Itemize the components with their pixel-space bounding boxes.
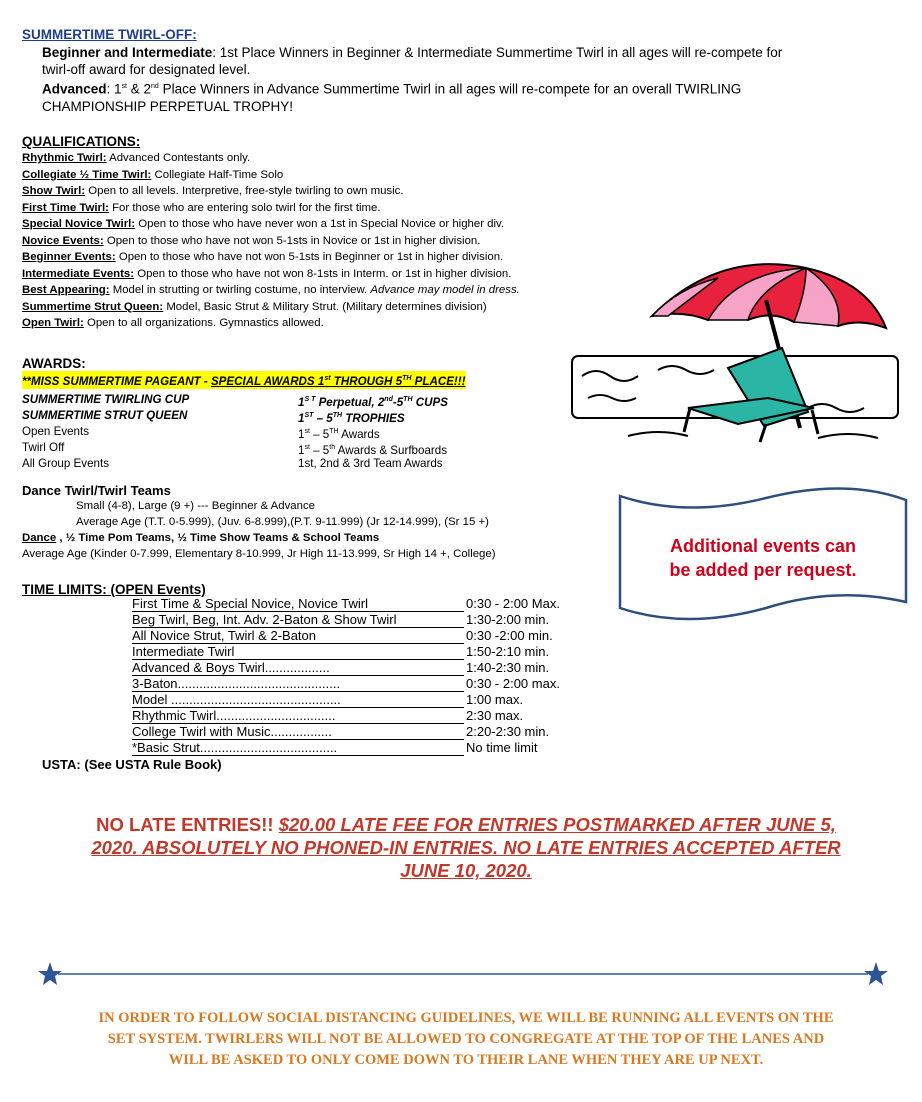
sup: TH <box>402 375 412 382</box>
beginner-text: : 1st Place Winners in Beginner & Intermediate Summertime Twirl in all ages will re-compete for <box>212 45 783 60</box>
qualification-desc: Model, Basic Strut & Military Strut. (Military determines division) <box>163 300 487 313</box>
time-limit-value: 0:30 - 2:00 max. <box>466 676 560 691</box>
time-limit-value: 0:30 - 2:00 Max. <box>466 596 560 611</box>
qualification-term: Collegiate ½ Time Twirl: <box>22 168 152 181</box>
qualification-item <box>22 315 520 332</box>
award-prize-text: Awards & Surfboards <box>335 443 448 457</box>
usta-note: USTA: (See USTA Rule Book) <box>42 757 222 772</box>
highlight-text-c: THROUGH 5 <box>330 374 403 388</box>
qualification-term: Summertime Strut Queen: <box>22 300 164 313</box>
dance-title: Dance Twirl/Twirl Teams <box>22 483 171 498</box>
late-line3: JUNE 10, 2020. <box>400 860 532 881</box>
award-prize-text: Perpetual, 2 <box>315 395 385 409</box>
time-limit-value: 2:20-2:30 min. <box>466 724 550 739</box>
time-limit-event: 3-Baton............................................. <box>132 676 464 692</box>
late-entries-notice <box>16 813 916 882</box>
award-prize <box>298 456 443 472</box>
advanced-text-a: : 1 <box>106 81 122 97</box>
qualification-desc: Open to all organizations. Gymnastics allowed. <box>83 317 324 329</box>
qualification-item <box>22 216 520 233</box>
dance-section <box>22 483 622 562</box>
qualification-item <box>22 249 520 266</box>
qualification-term: Show Twirl: <box>22 185 86 197</box>
award-name: Open Events <box>22 424 90 438</box>
sup: st <box>304 443 310 451</box>
time-limit-event: Beg Twirl, Beg, Int. Adv. 2-Baton & Show Twirl <box>132 612 464 628</box>
dance-underlined: Dance <box>22 532 57 544</box>
qualification-item <box>22 282 520 299</box>
advanced-text-c: Place Winners in Advance Summertime Twirl in all ages will re-compete for an overall TWIRLING <box>158 81 742 97</box>
qualification-desc: Open to those who have not won 8-1sts in Interm. or 1st in higher division. <box>134 267 512 280</box>
time-limit-row <box>132 708 642 724</box>
time-limit-event: All Novice Strut, Twirl & 2-Baton <box>132 628 464 644</box>
award-name: All Group Events <box>22 456 109 470</box>
advanced-text-b: & 2 <box>127 81 152 97</box>
callout-line2: be added per request. <box>669 560 857 580</box>
time-limit-event: Intermediate Twirl <box>132 644 464 660</box>
time-limit-value: 1:50-2:10 min. <box>466 644 550 659</box>
qualification-term: First Time Twirl: <box>22 201 109 214</box>
sup: st <box>304 427 310 435</box>
beginner-text-2: twirl-off award for designated level. <box>42 62 251 77</box>
advanced-label: Advanced <box>42 81 107 97</box>
twirloff-beginner <box>42 44 902 78</box>
time-limit-value: No time limit <box>466 740 538 755</box>
time-limit-value: 0:30 -2:00 min. <box>466 628 553 643</box>
sup: TH <box>403 395 413 403</box>
advanced-text-2: CHAMPIONSHIP PERPETUAL TROPHY! <box>42 98 294 114</box>
distancing-line2: SET SYSTEM. TWIRLERS WILL NOT BE ALLOWED TO CONGREGATE AT THE TOP OF THE LANES AND <box>107 1031 825 1047</box>
distancing-line3: WILL BE ASKED TO ONLY COME DOWN TO THEIR LANE WHEN THEY ARE UP NEXT. <box>168 1052 764 1068</box>
time-limit-row <box>132 628 642 644</box>
distancing-line1: IN ORDER TO FOLLOW SOCIAL DISTANCING GUIDELINES, WE WILL BE RUNNING ALL EVENTS ON THE <box>98 1010 834 1026</box>
award-prize-text: CUPS <box>412 395 448 409</box>
award-prize-text: TROPHIES <box>342 411 405 425</box>
qualification-desc: Model in strutting or twirling costume, no interview. <box>109 284 371 296</box>
social-distancing-notice <box>16 1008 916 1071</box>
qualification-item <box>22 299 520 316</box>
award-prize-text: 1st, 2nd & 3rd Team Awards <box>298 456 443 470</box>
dance-line1: Small (4-8), Large (9 +) --- Beginner & Advance <box>76 500 315 512</box>
award-prize-text: 1 <box>298 443 305 457</box>
time-limit-row <box>132 612 642 628</box>
time-limit-event: *Basic Strut...................................... <box>132 740 464 756</box>
qualification-desc: Collegiate Half-Time Solo <box>151 168 284 181</box>
sup: S T <box>304 395 316 403</box>
sup: nd <box>384 395 393 403</box>
star-divider <box>36 960 890 988</box>
time-limits-section <box>22 582 642 773</box>
awards-table <box>22 390 582 472</box>
qualification-term: Open Twirl: <box>22 317 84 329</box>
sup: st <box>121 83 127 90</box>
qualification-desc: Advanced Contestants only. <box>106 152 251 164</box>
qualification-item <box>22 200 520 217</box>
sup: TH <box>329 427 339 435</box>
award-name: SUMMERTIME TWIRLING CUP <box>22 392 190 406</box>
highlight-text-a: **MISS SUMMERTIME PAGEANT - <box>22 374 211 388</box>
twirloff-section <box>22 27 902 115</box>
time-limit-value: 2:30 max. <box>466 708 524 723</box>
qualifications-title: QUALIFICATIONS: <box>22 134 141 149</box>
highlight-text-b: SPECIAL AWARDS 1 <box>210 374 325 388</box>
qualification-term: Beginner Events: <box>22 251 116 263</box>
time-limit-event: College Twirl with Music................. <box>132 724 464 740</box>
qualification-term: Intermediate Events: <box>22 267 135 280</box>
qualification-desc: Open to all levels. Interpretive, free-style twirling to own music. <box>85 185 404 197</box>
sup: TH <box>332 411 343 419</box>
qualification-term: Best Appearing: <box>22 284 110 296</box>
callout-line1: Additional events can <box>669 536 857 556</box>
dance-line2: Average Age (T.T. 0-5.999), (Juv. 6-8.999),(P.T. 9-11.999) (Jr 12-14.999), (Sr 15 +) <box>76 516 489 528</box>
qualification-desc: Open to those who have not won 5-1sts in Beginner or 1st in higher division. <box>115 251 504 263</box>
sup: st <box>324 375 331 382</box>
awards-section <box>22 356 582 472</box>
time-limit-event: Model ............................................... <box>132 692 464 708</box>
time-limit-value: 1:00 max. <box>466 692 524 707</box>
award-name: Twirl Off <box>22 440 65 454</box>
star-icon <box>864 962 888 985</box>
qualification-term: Special Novice Twirl: <box>22 218 136 230</box>
time-limit-value: 1:40-2:30 min. <box>466 660 550 675</box>
award-prize-text: 1 <box>298 411 305 425</box>
time-limit-event: First Time & Special Novice, Novice Twirl <box>132 596 464 612</box>
award-name: SUMMERTIME STRUT QUEEN <box>22 408 188 422</box>
time-limits-table <box>132 596 642 756</box>
time-limit-row <box>132 644 642 660</box>
time-limit-row <box>132 724 642 740</box>
callout-text <box>616 534 910 582</box>
qualification-term: Novice Events: <box>22 234 104 247</box>
beach-umbrella-clipart <box>568 258 906 448</box>
dance-line3-text: , ½ Time Pom Teams, ½ Time Show Teams & School Teams <box>56 532 380 544</box>
late-line2: 2020. ABSOLUTELY NO PHONED-IN ENTRIES. NO LATE ENTRIES ACCEPTED AFTER <box>91 837 841 858</box>
late-line1: $20.00 LATE FEE FOR ENTRIES POSTMARKED AFTER JUNE 5, <box>278 814 836 835</box>
award-prize-text: – 5 <box>309 443 330 457</box>
awards-highlight <box>22 371 466 389</box>
twirloff-title: SUMMERTIME TWIRL-OFF: <box>22 27 197 42</box>
sup: nd <box>151 83 159 90</box>
qualification-desc: For those who are entering solo twirl for the first time. <box>108 201 381 214</box>
highlight-text-d: PLACE!!! <box>411 374 466 388</box>
late-lead: NO LATE ENTRIES!! <box>96 814 279 835</box>
award-prize-text: – 5 <box>309 427 330 441</box>
qualification-item <box>22 183 520 200</box>
time-limit-value: 1:30-2:00 min. <box>466 612 550 627</box>
time-limits-title: TIME LIMITS: (OPEN Events) <box>22 582 206 597</box>
star-icon <box>38 962 62 985</box>
award-prize-text: 1 <box>298 427 305 441</box>
qualification-desc: Open to those who have not won 5-1sts in Novice or 1st in higher division. <box>103 234 481 247</box>
time-limit-row <box>132 740 642 756</box>
dance-line3 <box>22 530 622 546</box>
qualification-item <box>22 266 520 283</box>
award-prize-text: – 5 <box>313 411 333 425</box>
time-limit-row <box>132 596 642 612</box>
qualification-desc: Open to those who have never won a 1st in Special Novice or higher div. <box>135 218 505 230</box>
twirloff-advanced <box>42 78 902 115</box>
award-prize-text: 1 <box>298 395 305 409</box>
dance-line4: Average Age (Kinder 0-7.999, Elementary 8-10.999, Jr High 11-13.999, Sr High 14 +, College) <box>22 548 496 560</box>
time-limit-row <box>132 676 642 692</box>
qualification-item <box>22 150 520 167</box>
time-limit-event: Rhythmic Twirl................................. <box>132 708 464 724</box>
qualification-desc-italic: Advance may model in dress. <box>370 284 520 296</box>
qualifications-section <box>22 134 520 332</box>
qualification-item <box>22 167 520 184</box>
time-limit-row <box>132 660 642 676</box>
award-prize-text: -5 <box>392 395 404 409</box>
beginner-label: Beginner and Intermediate <box>42 45 213 60</box>
time-limit-event: Advanced & Boys Twirl.................. <box>132 660 464 676</box>
qualification-term: Rhythmic Twirl: <box>22 152 107 164</box>
sup: ST <box>304 411 314 419</box>
qualification-item <box>22 233 520 250</box>
awards-title: AWARDS: <box>22 356 86 371</box>
time-limit-row <box>132 692 642 708</box>
award-prize-text: Awards <box>338 427 380 441</box>
qualifications-list <box>22 150 520 332</box>
sup: th <box>329 443 336 451</box>
